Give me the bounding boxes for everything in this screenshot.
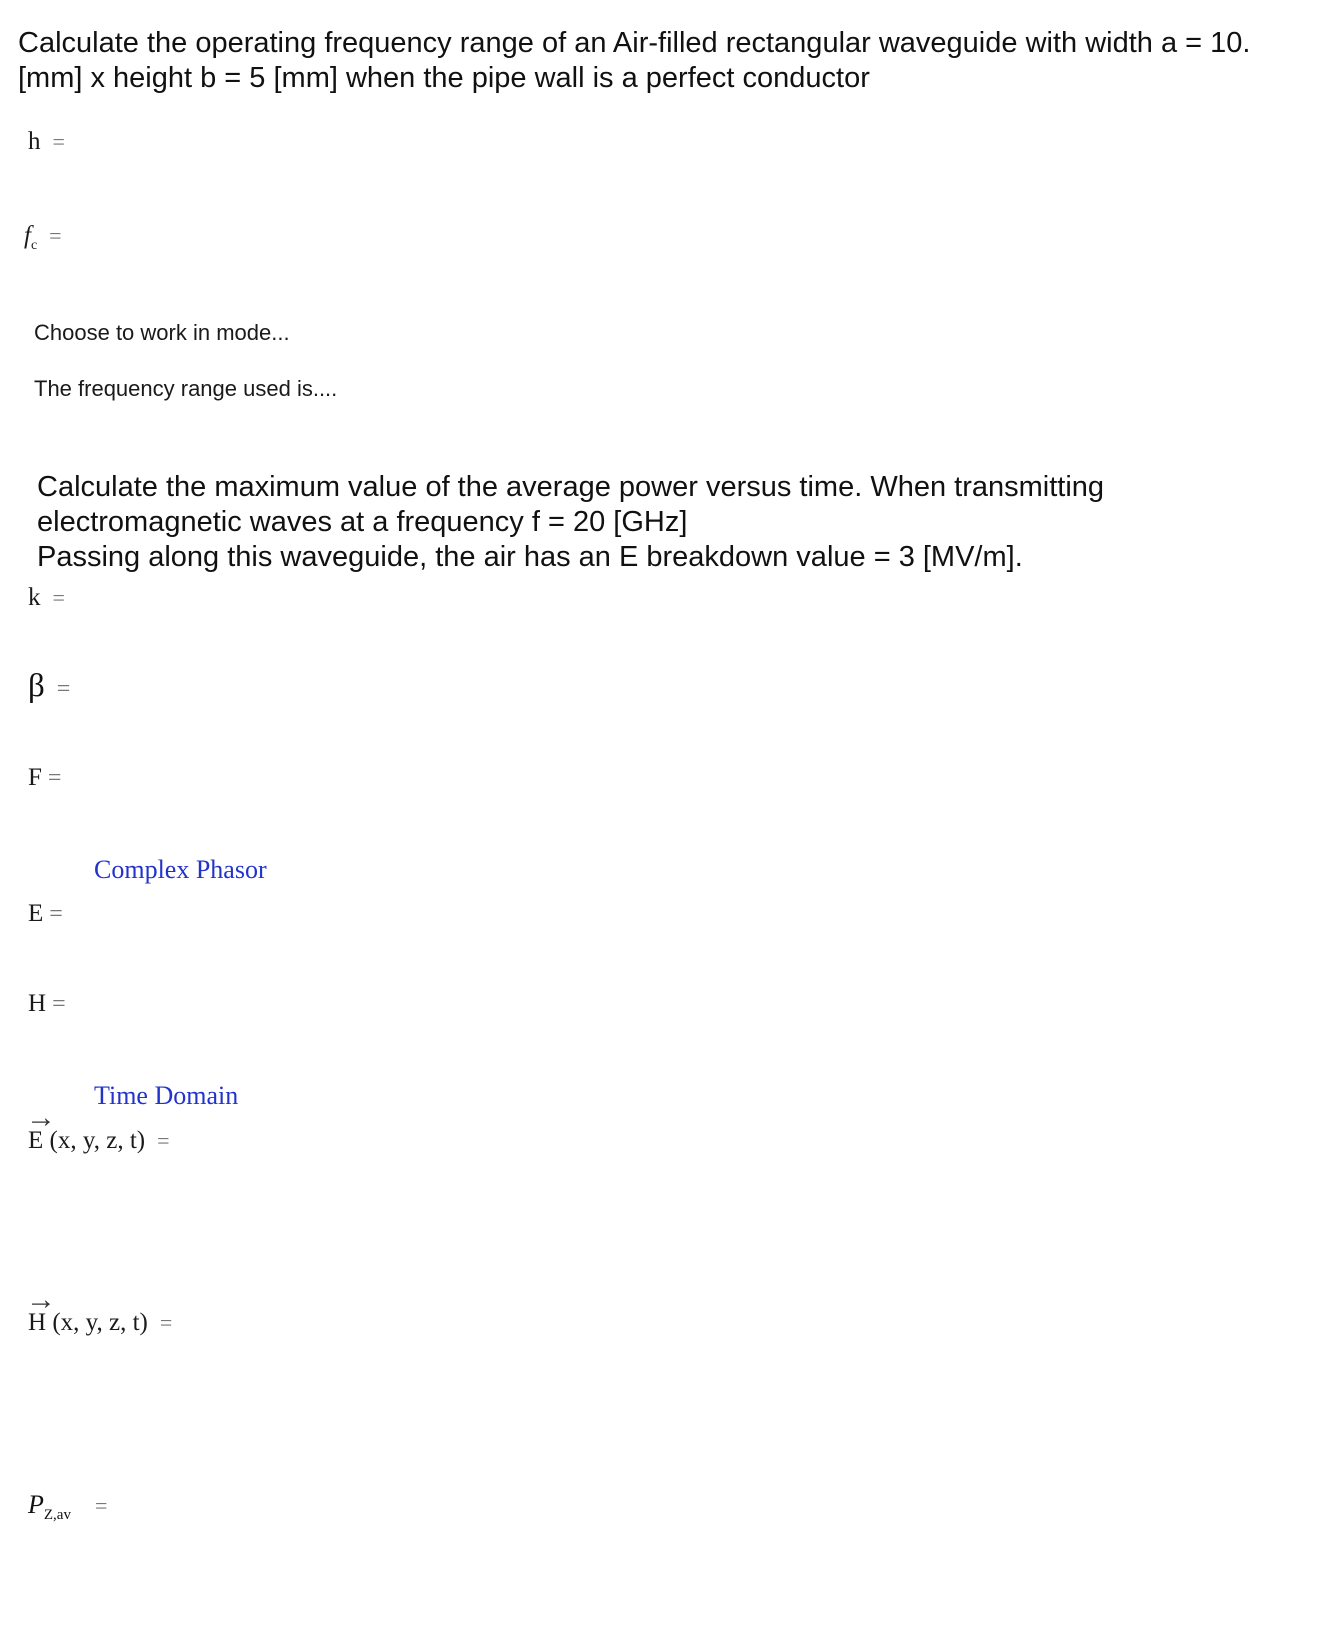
fc-equals: = [49,223,62,248]
k-equals: = [52,585,65,610]
k-label: k [28,584,41,611]
fc-subscript: c [30,238,38,253]
h-field [28,128,65,156]
E-vector [26,1101,56,1155]
range-prompt: The frequency range used is.... [34,376,338,401]
P-equals: = [94,1493,108,1518]
arrow-right-icon: → [26,1283,56,1316]
fc-field [24,222,62,254]
H-time-args: (x, y, z, t) [52,1309,148,1336]
time-domain-heading: Time Domain [94,1081,239,1110]
E-equals: = [49,901,63,927]
beta-label: β [28,668,45,704]
mode-prompt: Choose to work in mode... [34,320,290,345]
E-time-equals: = [157,1128,170,1153]
question-2 [37,470,1277,575]
H-time-field [26,1283,173,1337]
F-label: F [28,764,42,791]
F-field [28,764,61,792]
question-1 [18,26,1308,96]
question-2-line-3: Passing along this waveguide, the air has an E breakdown value = 3 [MV/m]. [37,541,1023,573]
beta-field [28,668,70,705]
E-time-args: (x, y, z, t) [49,1127,146,1154]
question-1-line-2: [mm] x height b = 5 [mm] when the pipe wall is a perfect conductor [18,62,870,94]
E-label: E [28,900,44,927]
P-label: P [28,1490,44,1519]
E-time-field [26,1101,170,1155]
arrow-right-icon: → [26,1101,56,1134]
question-2-line-1: Calculate the maximum value of the average power versus time. When transmitting [37,471,1105,503]
P-subscript: Z,av [43,1507,71,1524]
k-field [28,584,65,612]
H-vector [26,1283,56,1337]
E-field [28,900,63,928]
question-1-line-1: Calculate the operating frequency range of an Air-filled rectangular waveguide with width a = 10. [18,27,1251,59]
H-label: H [28,990,47,1017]
question-2-line-2: electromagnetic waves at a frequency f = 20 [GHz] [37,506,688,538]
H-field [28,990,66,1018]
F-equals: = [47,765,62,791]
H-vector-symbol: H [28,1309,47,1336]
h-equals: = [52,129,65,154]
h-label: h [28,128,41,155]
beta-equals: = [56,676,71,702]
E-vector-symbol: E [28,1127,44,1154]
complex-phasor-heading: Complex Phasor [94,855,267,884]
fc-label: f [24,222,31,249]
P-field [28,1490,107,1524]
H-equals: = [52,991,66,1017]
H-time-equals: = [159,1310,173,1335]
